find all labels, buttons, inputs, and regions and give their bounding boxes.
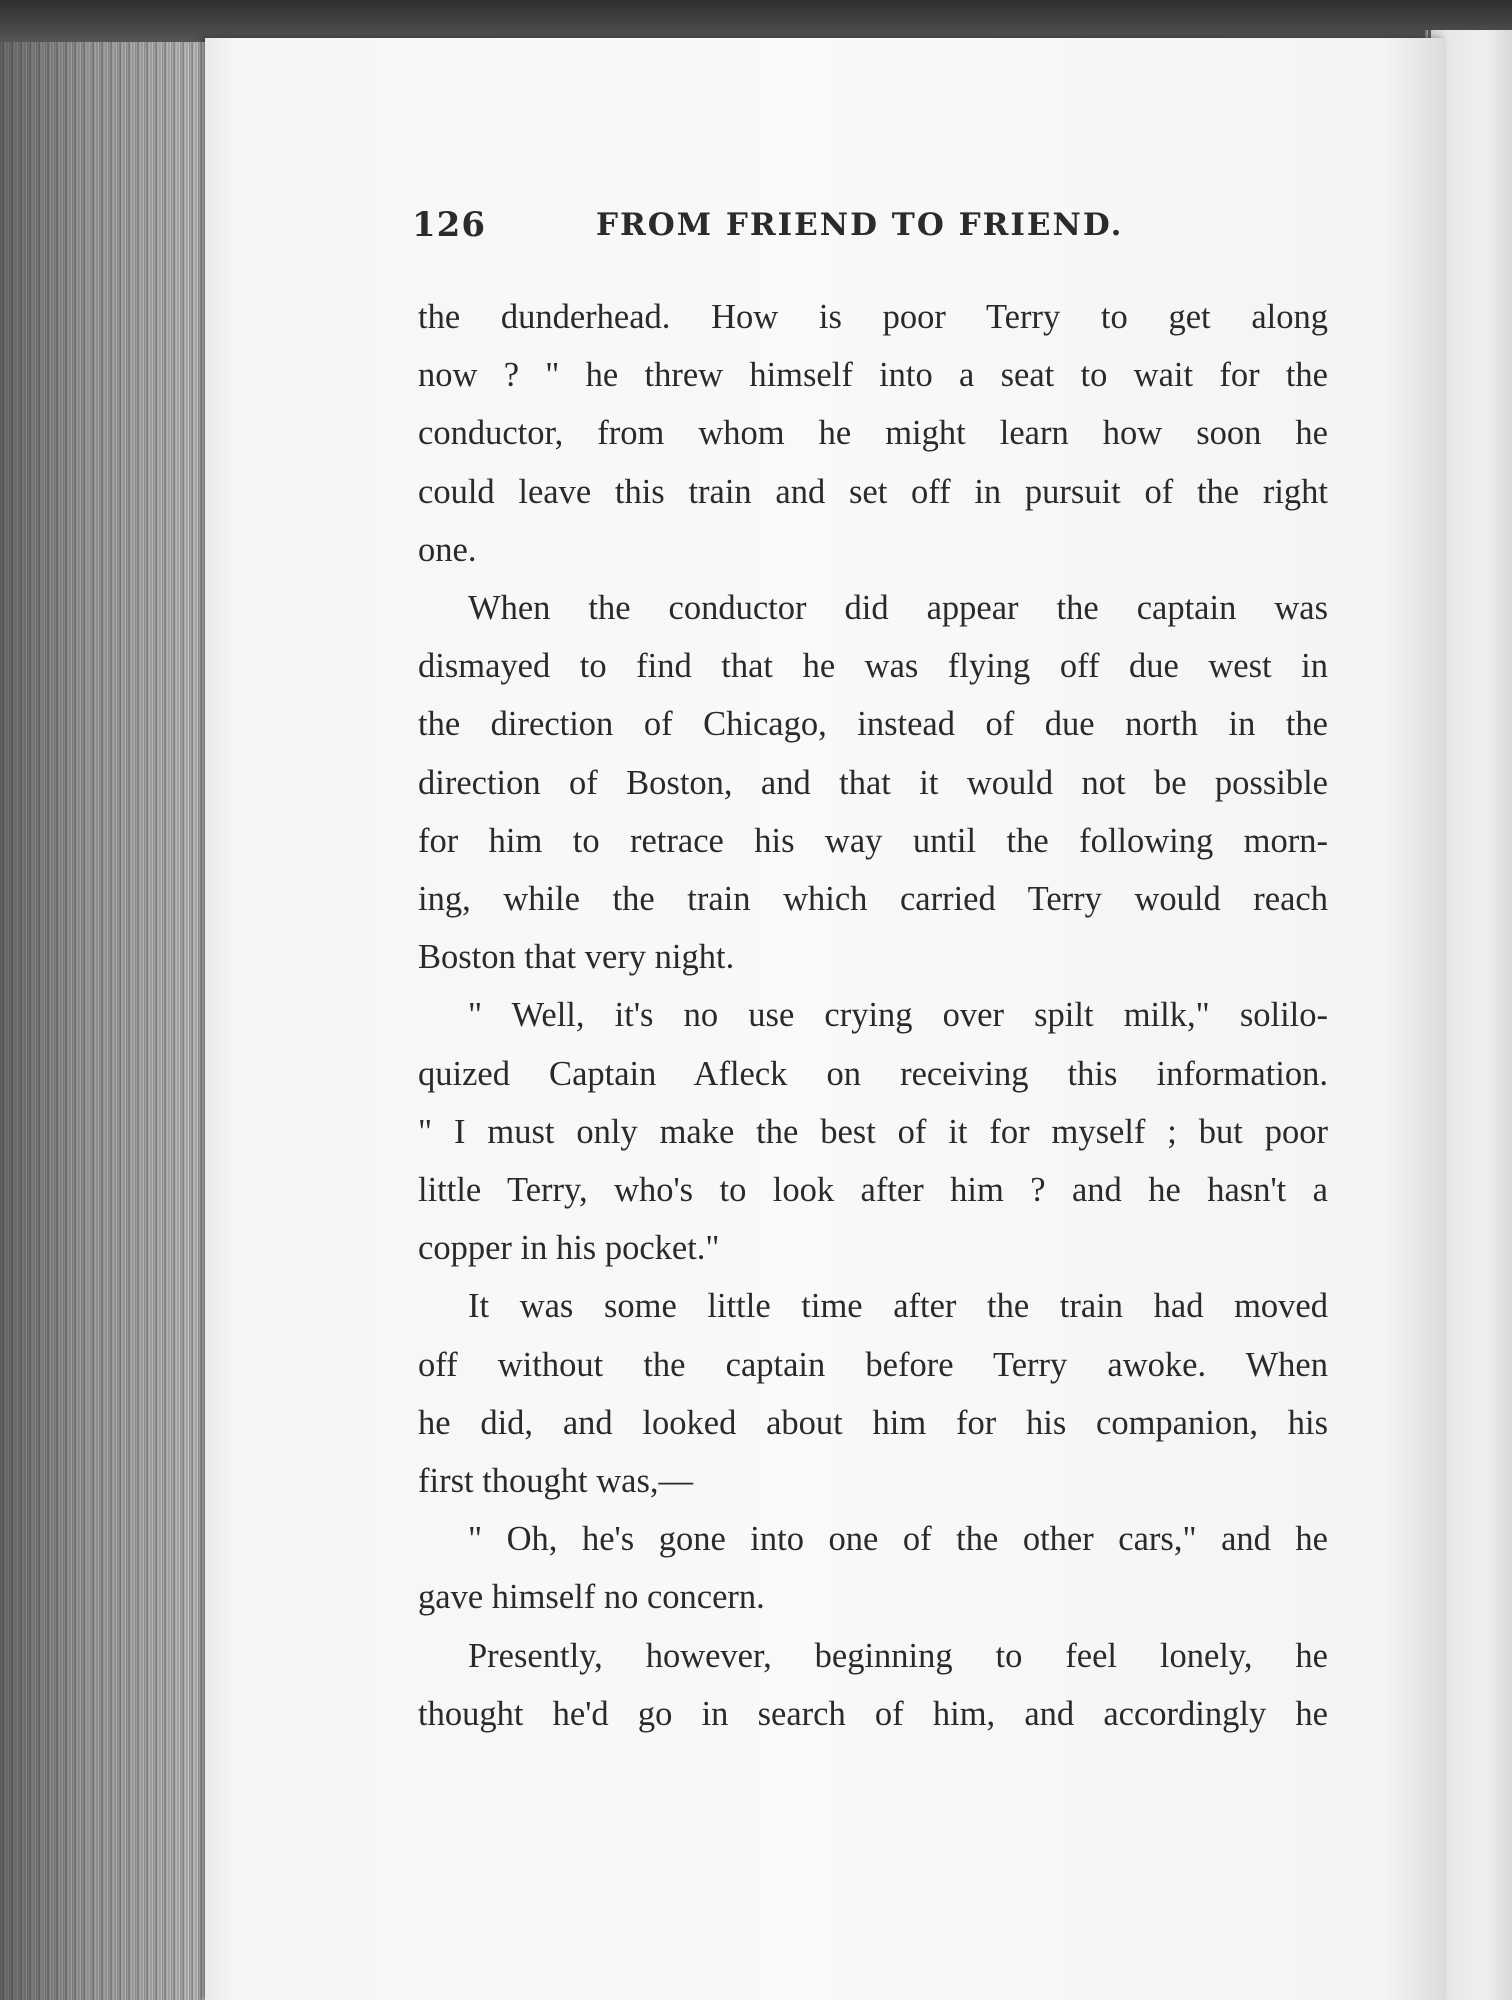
text-line: the direction of Chicago, instead of due north in the (418, 705, 1328, 744)
text-line: thought he'd go in search of him, and accordingly he (418, 1694, 1328, 1733)
text-line: ing, while the train which carried Terry would reach (418, 880, 1328, 919)
text-line: copper in his pocket." (418, 1229, 720, 1268)
text-line: dismayed to find that he was flying off due west in (418, 647, 1328, 686)
text-line: could leave this train and set off in pursuit of the right (418, 472, 1328, 511)
text-line: quized Captain Afleck on receiving this information. (418, 1054, 1328, 1093)
page-number: 126 (412, 205, 486, 245)
text-line: little Terry, who's to look after him ? and he hasn't a (418, 1171, 1328, 1210)
text-line: one. (418, 530, 477, 569)
text-line: now ? " he threw himself into a seat to wait for the (418, 356, 1328, 395)
running-head: FROM FRIEND TO FRIEND. (596, 207, 1124, 243)
text-line: It was some little time after the train had moved (468, 1287, 1328, 1326)
text-line: the dunderhead. How is poor Terry to get along (418, 298, 1328, 336)
text-line: Presently, however, beginning to feel lonely, he (468, 1636, 1328, 1675)
text-line: for him to retrace his way until the following morn- (418, 821, 1328, 860)
text-line: When the conductor did appear the captain was (468, 589, 1328, 628)
body-text (418, 288, 1328, 1743)
text-line: direction of Boston, and that it would not be possible (418, 763, 1328, 802)
text-line: he did, and looked about him for his companion, his (418, 1403, 1328, 1442)
text-line: first thought was,— (418, 1462, 694, 1501)
text-line: " I must only make the best of it for myself ; but poor (418, 1112, 1328, 1151)
text-line: " Well, it's no use crying over spilt milk," solilo- (468, 996, 1328, 1035)
page-edges-shadow (0, 42, 220, 2000)
text-line: gave himself no concern. (418, 1578, 765, 1617)
text-line: conductor, from whom he might learn how soon he (418, 414, 1328, 453)
scanner-background-strip (0, 0, 1512, 42)
text-line: Boston that very night. (418, 938, 735, 977)
text-line: " Oh, he's gone into one of the other cars," and he (468, 1520, 1328, 1559)
page-header (412, 205, 1322, 261)
text-line: off without the captain before Terry awoke. When (418, 1345, 1328, 1384)
